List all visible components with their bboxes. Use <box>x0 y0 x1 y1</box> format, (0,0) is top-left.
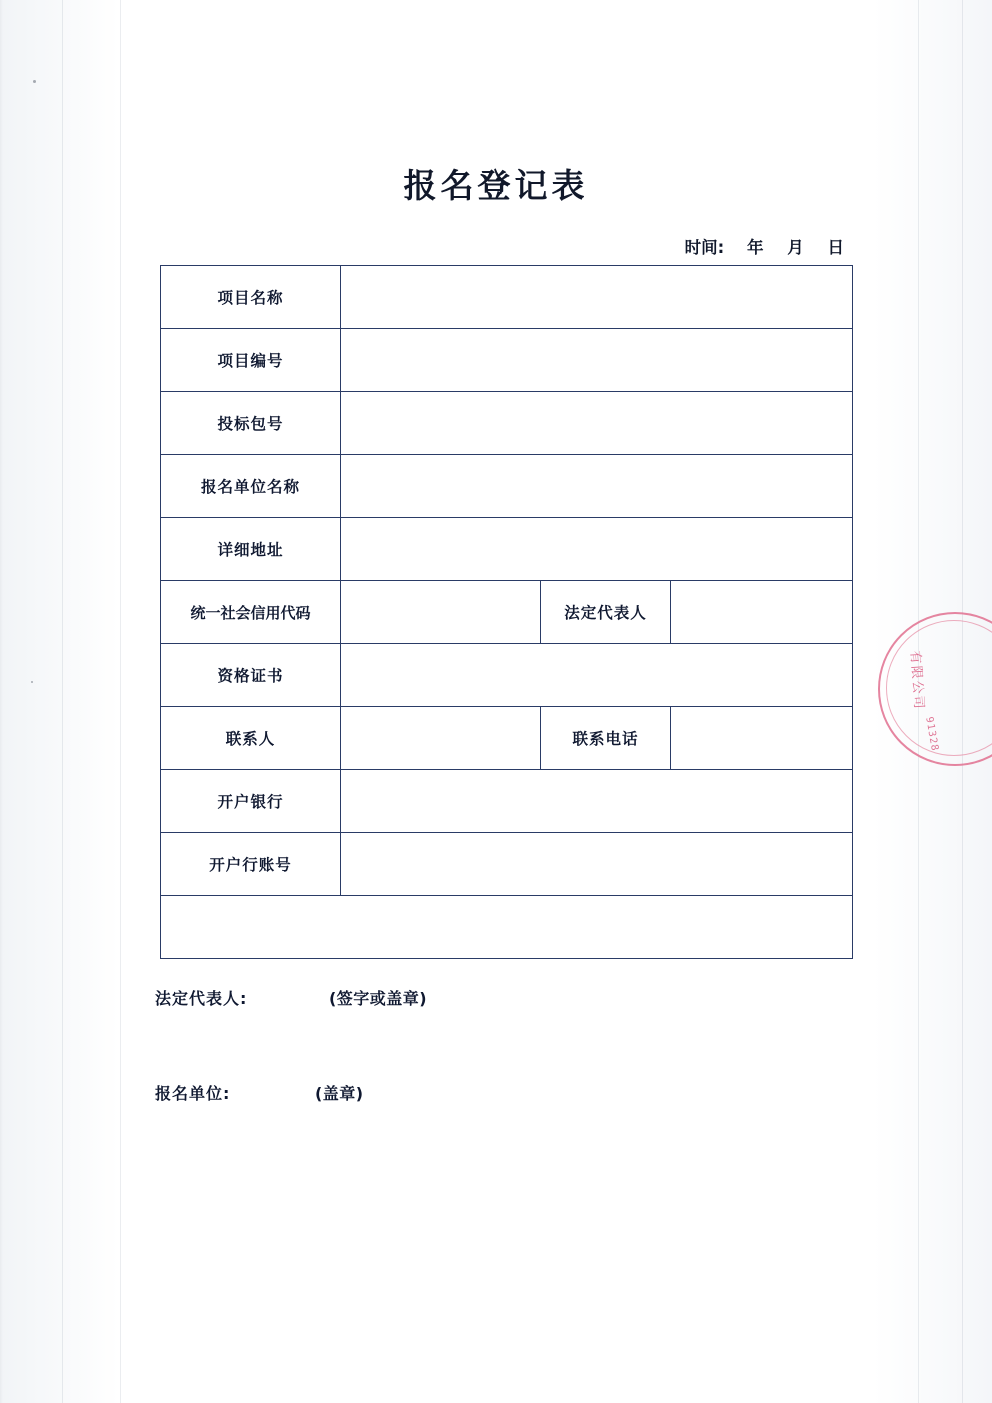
table-row <box>161 581 853 644</box>
table-row <box>161 266 853 329</box>
table-row <box>161 518 853 581</box>
field-value-project-number[interactable] <box>341 329 853 392</box>
date-month-unit: 月 <box>787 238 805 257</box>
field-label-project-number: 项目编号 <box>161 329 341 392</box>
field-label-bank-name: 开户银行 <box>161 770 341 833</box>
date-line <box>685 234 845 258</box>
applicant-seal-row <box>155 1081 364 1104</box>
table-row <box>161 329 853 392</box>
field-value-bank-name[interactable] <box>341 770 853 833</box>
table-row <box>161 392 853 455</box>
field-label-qualification-certificate: 资格证书 <box>161 644 341 707</box>
seal-number: 91328 <box>923 716 941 753</box>
field-label-applicant-name: 报名单位名称 <box>161 455 341 518</box>
field-label-project-name: 项目名称 <box>161 266 341 329</box>
field-label-legal-representative: 法定代表人 <box>541 581 671 644</box>
paper-fold-line <box>62 0 63 1403</box>
legal-representative-signature-label: 法定代表人: <box>155 989 248 1008</box>
field-value-credit-code[interactable] <box>341 581 541 644</box>
date-day-unit: 日 <box>827 238 845 257</box>
registration-form-table <box>155 265 853 1103</box>
table-row <box>161 644 853 707</box>
scan-speck <box>31 681 33 683</box>
seal-outer-ring <box>878 612 992 766</box>
signature-block <box>155 896 853 1103</box>
field-value-qualification-certificate[interactable] <box>341 644 853 707</box>
table-row <box>161 455 853 518</box>
field-label-contact-person: 联系人 <box>161 707 341 770</box>
field-label-credit-code: 统一社会信用代码 <box>161 581 341 644</box>
document-title: 报名登记表 <box>403 166 589 205</box>
field-label-contact-phone: 联系电话 <box>541 707 671 770</box>
table-row <box>161 896 853 959</box>
paper-fold-line <box>962 0 963 1403</box>
field-label-bank-account: 开户行账号 <box>161 833 341 896</box>
legal-representative-signature-note: (签字或盖章) <box>328 989 428 1008</box>
date-label: 时间: <box>684 238 725 257</box>
field-value-bid-package-number[interactable] <box>341 392 853 455</box>
table-row <box>161 770 853 833</box>
date-year-unit: 年 <box>747 238 765 257</box>
seal-text: 有限公司 <box>907 650 927 712</box>
red-company-seal <box>907 612 992 772</box>
paper-fold-line <box>918 0 919 1403</box>
table-row <box>161 707 853 770</box>
seal-inner-ring <box>886 620 992 756</box>
field-value-legal-representative[interactable] <box>671 581 853 644</box>
field-value-bank-account[interactable] <box>341 833 853 896</box>
field-value-address[interactable] <box>341 518 853 581</box>
field-value-contact-phone[interactable] <box>671 707 853 770</box>
applicant-seal-note: (盖章) <box>314 1084 364 1103</box>
field-label-address: 详细地址 <box>161 518 341 581</box>
paper-fold-line <box>120 0 121 1403</box>
field-value-project-name[interactable] <box>341 266 853 329</box>
applicant-seal-label: 报名单位: <box>155 1084 231 1103</box>
field-value-applicant-name[interactable] <box>341 455 853 518</box>
table-row <box>161 833 853 896</box>
legal-representative-signature-row <box>155 986 427 1009</box>
scan-speck <box>33 80 36 83</box>
field-value-contact-person[interactable] <box>341 707 541 770</box>
field-label-bid-package-number: 投标包号 <box>161 392 341 455</box>
